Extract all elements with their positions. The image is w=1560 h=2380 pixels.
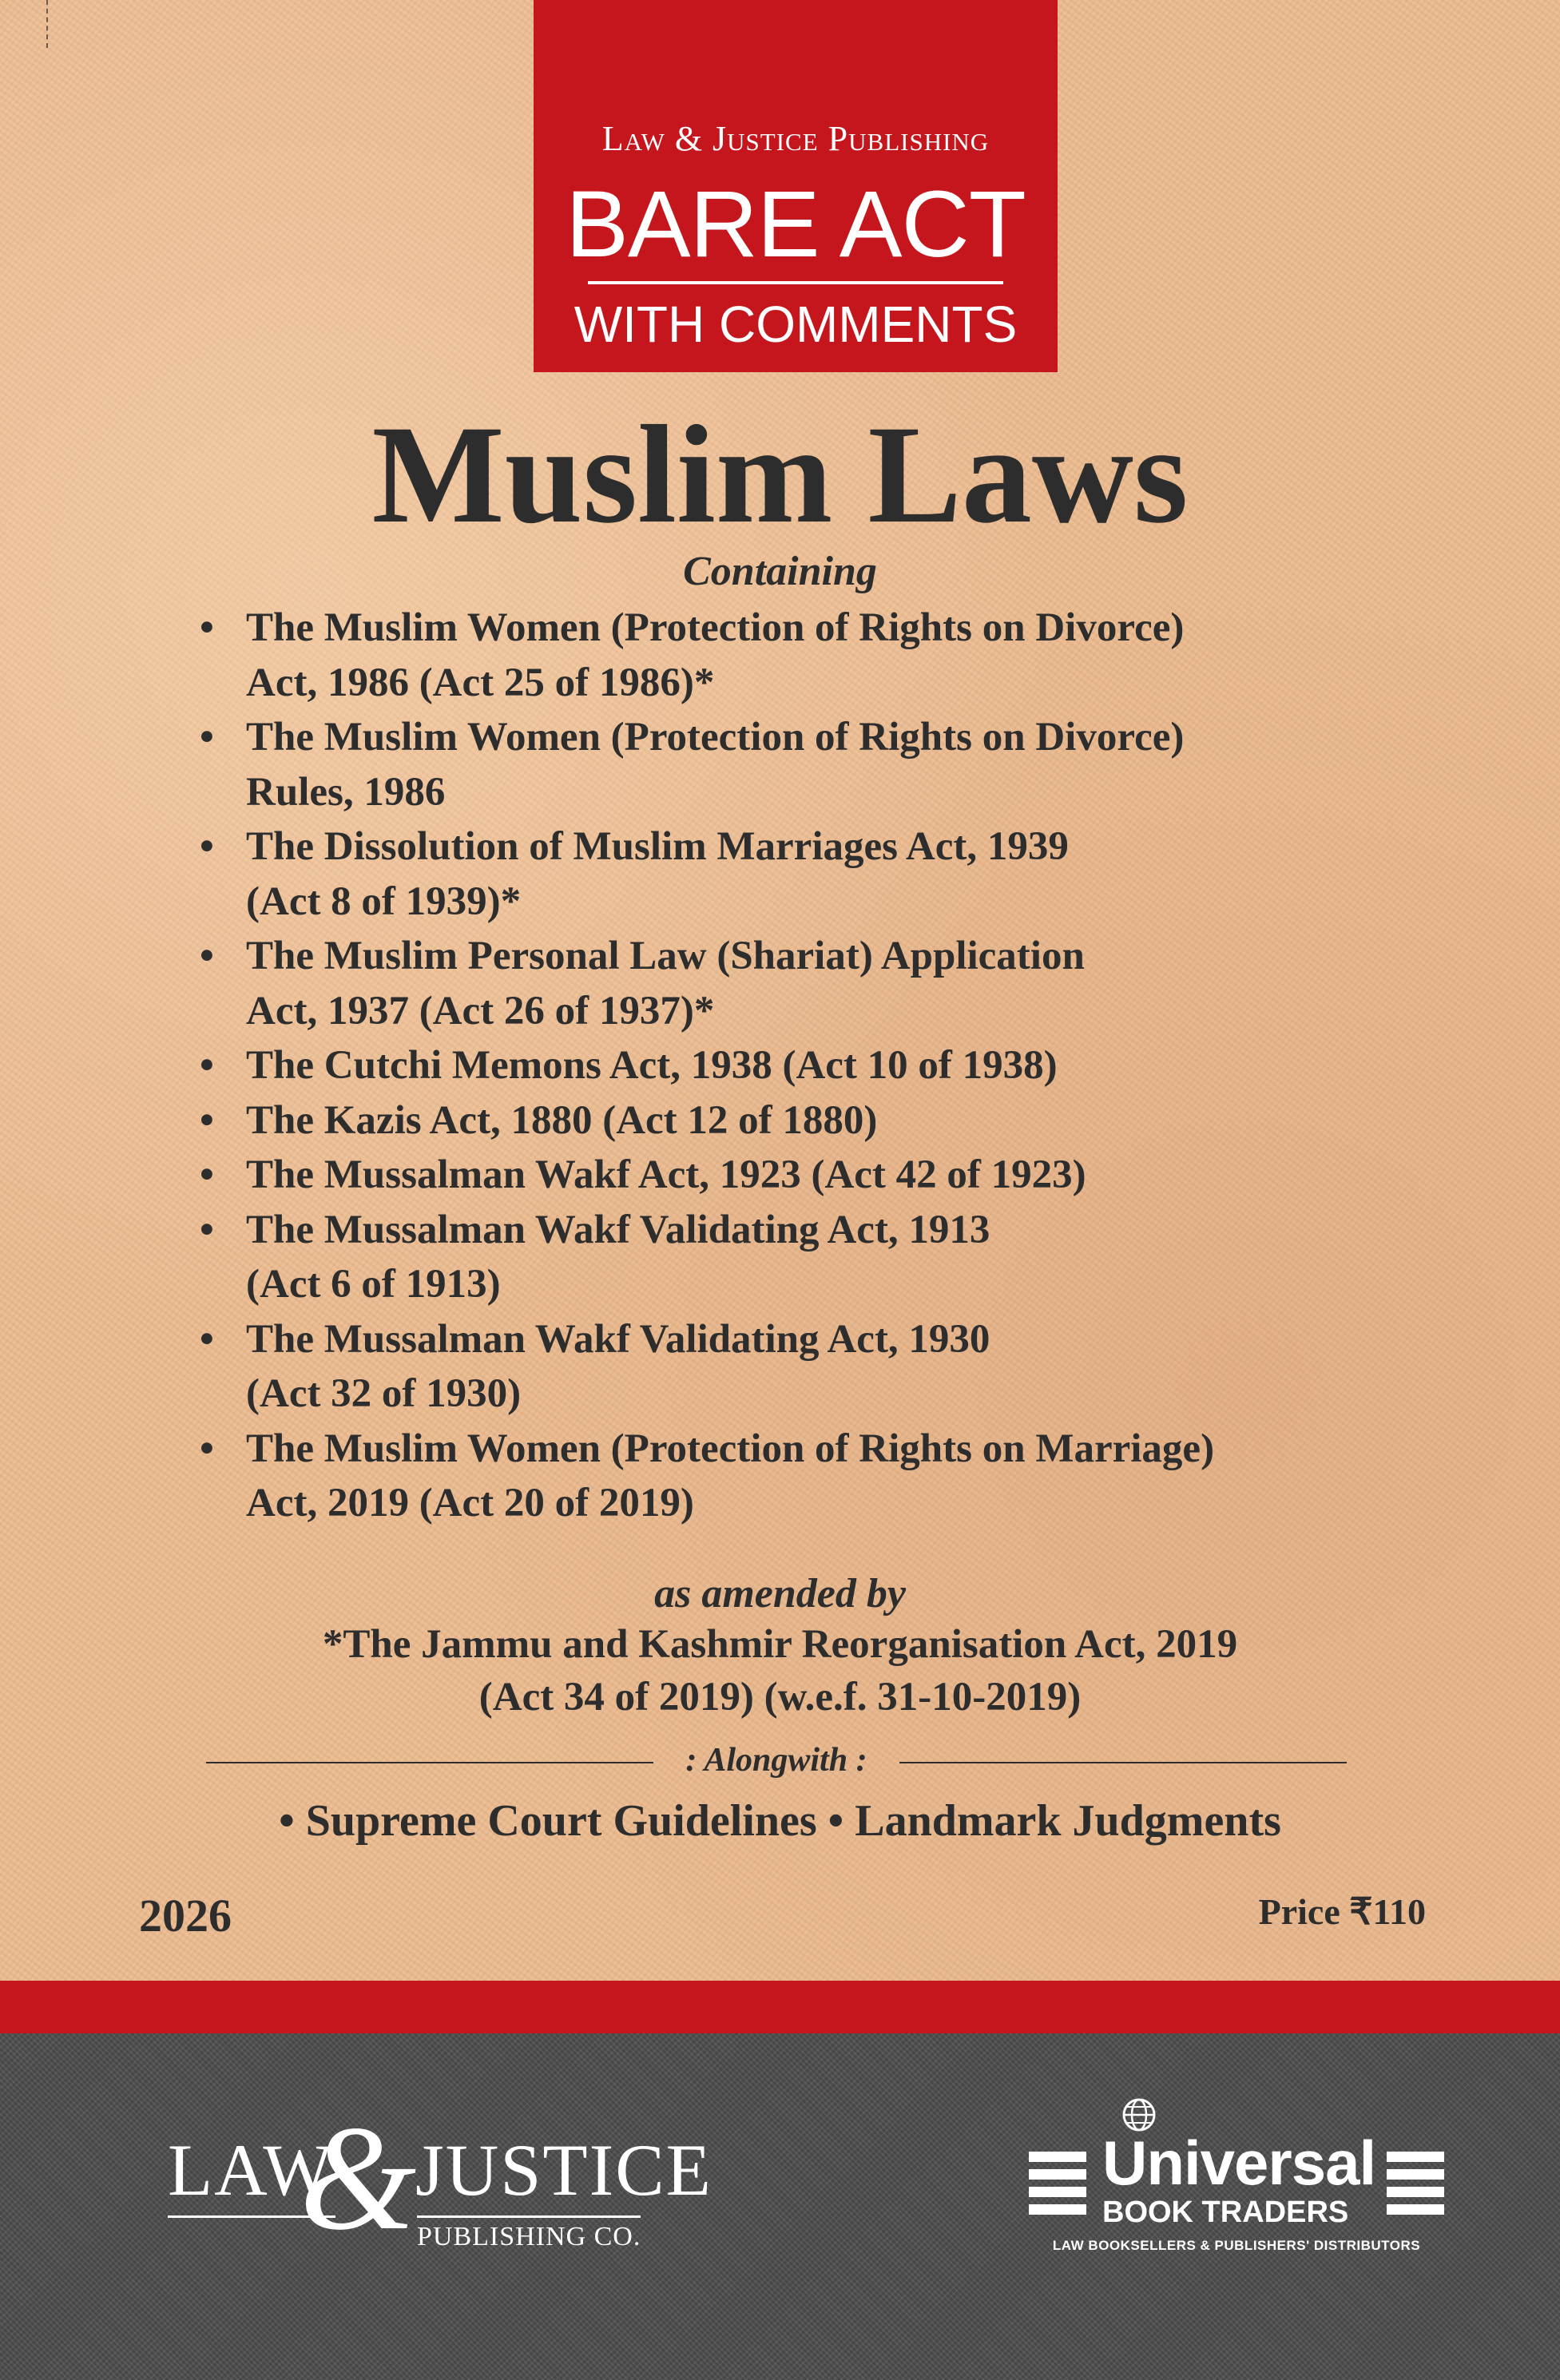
act-line: The Muslim Women (Protection of Rights on Divorce) [246, 715, 1185, 760]
alongwith-divider [206, 1741, 1347, 1781]
bullet-icon: • [200, 824, 214, 869]
list-item [200, 929, 1398, 1038]
crop-mark [46, 0, 48, 48]
footer-band [0, 2033, 1560, 2380]
act-line: Act, 1937 (Act 26 of 1937)* [246, 988, 715, 1033]
logo-underline [168, 2215, 335, 2218]
containing-label: Containing [683, 549, 877, 594]
amending-act: *The Jammu and Kashmir Reorganisation Act, 2019 [322, 1622, 1238, 1667]
bullet-icon: • [200, 934, 214, 978]
list-item [200, 1422, 1398, 1531]
price-label: Price ₹110 [1258, 1891, 1426, 1932]
stripes-icon [1029, 2152, 1086, 2222]
bullet-icon: • [200, 1097, 214, 1143]
act-line: The Mussalman Wakf Validating Act, 1913 [246, 1207, 990, 1252]
act-line: The Muslim Women (Protection of Rights on Divorce) [246, 605, 1185, 650]
logo-book-traders: BOOK TRADERS [1102, 2196, 1349, 2229]
amended-label: as amended by [654, 1571, 906, 1616]
list-item [200, 710, 1398, 819]
stripes-icon [1387, 2152, 1444, 2222]
act-line: Rules, 1986 [246, 769, 446, 815]
logo-ampersand: & [300, 2094, 417, 2261]
act-line: The Muslim Personal Law (Shariat) Application [246, 934, 1085, 978]
amending-act-details: (Act 34 of 2019) (w.e.f. 31-10-2019) [478, 1675, 1082, 1720]
bullet-icon: • [200, 1043, 214, 1088]
logo-tagline: LAW BOOKSELLERS & PUBLISHERS' DISTRIBUTORS [1052, 2238, 1421, 2253]
red-strip [0, 1981, 1560, 2033]
acts-list [200, 601, 1398, 1531]
list-item [200, 819, 1398, 929]
book-title: Muslim Laws [371, 397, 1189, 553]
logo-publishing-co: PUBLISHING CO. [417, 2222, 641, 2251]
act-line: (Act 32 of 1930) [246, 1371, 522, 1416]
banner-divider [588, 281, 1003, 284]
logo-justice: JUSTICE [415, 2129, 713, 2211]
list-item [200, 601, 1398, 710]
list-item [200, 1203, 1398, 1312]
act-line: The Muslim Women (Protection of Rights on Marriage) [246, 1426, 1215, 1471]
logo-law: LAW [168, 2129, 335, 2211]
bullet-icon: • [200, 1316, 214, 1362]
bullet-icon: • [200, 1426, 214, 1471]
act-line: The Mussalman Wakf Validating Act, 1930 [246, 1316, 990, 1362]
logo-underline [417, 2215, 641, 2218]
act-line: The Dissolution of Muslim Marriages Act, 1939 [246, 824, 1069, 869]
law-justice-logo [168, 2094, 713, 2267]
alongwith-label: : Alongwith : [685, 1742, 867, 1779]
edition-year: 2026 [139, 1890, 232, 1942]
act-line: The Kazis Act, 1880 (Act 12 of 1880) [246, 1097, 878, 1143]
act-line: Act, 2019 (Act 20 of 2019) [246, 1481, 694, 1525]
list-item [200, 1312, 1398, 1422]
banner-publisher: Law & Justice Publishing [601, 119, 990, 158]
act-line: (Act 8 of 1939)* [246, 879, 522, 924]
act-line: Act, 1986 (Act 25 of 1986)* [246, 660, 715, 705]
banner-subtitle: WITH COMMENTS [574, 296, 1018, 353]
series-banner [534, 0, 1058, 372]
act-line: The Cutchi Memons Act, 1938 (Act 10 of 1938) [246, 1043, 1058, 1088]
universal-book-traders-logo [1029, 2097, 1444, 2273]
bullet-icon: • [200, 1207, 214, 1252]
list-item [200, 1148, 1398, 1203]
act-line: The Mussalman Wakf Act, 1923 (Act 42 of 1923) [246, 1152, 1086, 1197]
bullet-icon: • [200, 1152, 214, 1197]
bullet-icon: • [200, 605, 214, 650]
bullet-icon: • [200, 715, 214, 760]
banner-series: BARE ACT [566, 172, 1026, 277]
act-line: (Act 6 of 1913) [246, 1262, 501, 1307]
list-item [200, 1093, 1398, 1148]
list-item [200, 1038, 1398, 1093]
extras-line: • Supreme Court Guidelines • Landmark Judgments [279, 1796, 1281, 1846]
logo-universal: Universal [1102, 2128, 1376, 2198]
